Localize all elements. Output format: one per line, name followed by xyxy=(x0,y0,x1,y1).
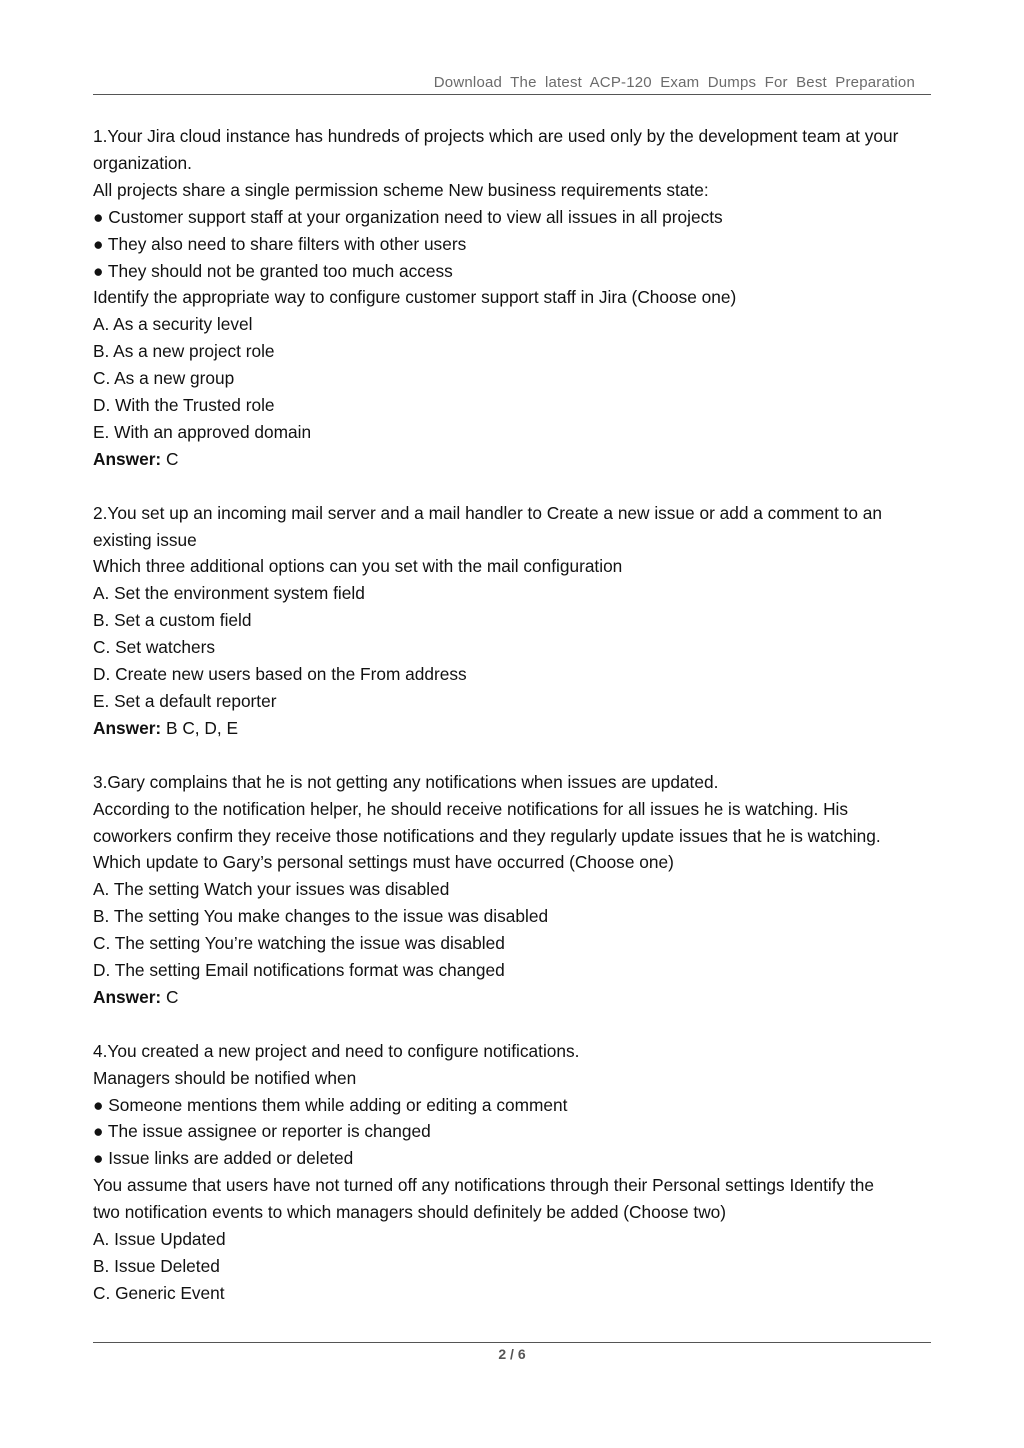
question-1-context: All projects share a single permission scheme New business requirements state: xyxy=(93,179,709,200)
question-3-option-b: B. The setting You make changes to the issue was disabled xyxy=(93,906,549,927)
question-3-prompt: Which update to Gary’s personal settings must have occurred (Choose one) xyxy=(93,852,674,873)
question-2-option-a: A. Set the environment system field xyxy=(93,583,365,604)
question-block-1 xyxy=(93,123,933,473)
question-1-option-d: D. With the Trusted role xyxy=(93,395,275,416)
question-block-4 xyxy=(93,1038,933,1307)
question-1-option-a: A. As a security level xyxy=(93,314,253,335)
question-4-option-c: C. Generic Event xyxy=(93,1282,225,1303)
answer-label: Answer: xyxy=(93,986,162,1007)
question-1-prompt: Identify the appropriate way to configure customer support staff in Jira (Choose one) xyxy=(93,287,737,308)
answer-value: C xyxy=(161,986,179,1007)
question-4-option-b: B. Issue Deleted xyxy=(93,1256,220,1277)
question-1-stem-continued: organization. xyxy=(93,152,192,173)
question-1-bullet: ● Customer support staff at your organization need to view all issues in all projects xyxy=(93,206,723,227)
question-1-answer xyxy=(93,446,933,473)
question-1-stem: 1.Your Jira cloud instance has hundreds of projects which are used only by the development team at your xyxy=(93,126,899,146)
question-2-option-d: D. Create new users based on the From address xyxy=(93,664,467,685)
question-block-3 xyxy=(93,769,933,1011)
page-number: 2 / 6 xyxy=(498,1346,526,1362)
page-header xyxy=(93,72,931,95)
question-4-stem: 4.You created a new project and need to configure notifications. xyxy=(93,1040,580,1061)
question-4-prompt-continued: two notification events to which managers should definitely be added (Choose two) xyxy=(93,1202,727,1223)
question-2-stem: 2.You set up an incoming mail server and a mail handler to Create a new issue or add a comment to an xyxy=(93,502,882,523)
question-1-bullet: ● They should not be granted too much access xyxy=(93,260,453,281)
question-1-option-e: E. With an approved domain xyxy=(93,421,312,442)
question-4-context: Managers should be notified when xyxy=(93,1067,357,1088)
question-1-option-c: C. As a new group xyxy=(93,368,235,389)
header-title: Download The latest ACP-120 Exam Dumps For Best Preparation xyxy=(433,74,915,91)
answer-label: Answer: xyxy=(93,448,162,469)
answer-label: Answer: xyxy=(93,717,162,738)
question-4-bullet: ● Someone mentions them while adding or editing a comment xyxy=(93,1094,568,1115)
question-block-2 xyxy=(93,500,933,742)
question-2-answer xyxy=(93,715,933,742)
question-3-answer xyxy=(93,984,933,1011)
question-2-stem-continued: existing issue xyxy=(93,529,197,550)
question-1-bullet: ● They also need to share filters with other users xyxy=(93,233,467,254)
question-4-prompt: You assume that users have not turned off any notifications through their Personal settings Identify the xyxy=(93,1175,875,1196)
question-1-option-b: B. As a new project role xyxy=(93,341,275,362)
answer-value: B C, D, E xyxy=(161,717,239,738)
spacer xyxy=(93,742,933,769)
spacer xyxy=(93,473,933,500)
question-4-bullet: ● The issue assignee or reporter is changed xyxy=(93,1121,431,1142)
question-4-option-a: A. Issue Updated xyxy=(93,1229,226,1250)
question-3-option-d: D. The setting Email notifications format was changed xyxy=(93,960,505,981)
document-body xyxy=(93,123,933,1307)
spacer xyxy=(93,1011,933,1038)
question-2-option-c: C. Set watchers xyxy=(93,637,215,658)
question-3-context: According to the notification helper, he should receive notifications for all issues he is watching. His xyxy=(93,798,849,819)
footer-divider xyxy=(93,1342,931,1343)
question-4-bullet: ● Issue links are added or deleted xyxy=(93,1148,354,1169)
question-3-context-continued: coworkers confirm they receive those notifications and they regularly update issues that he is watching. xyxy=(93,825,881,846)
question-3-stem: 3.Gary complains that he is not getting any notifications when issues are updated. xyxy=(93,771,719,792)
question-3-option-c: C. The setting You’re watching the issue was disabled xyxy=(93,933,505,954)
question-3-option-a: A. The setting Watch your issues was disabled xyxy=(93,879,450,900)
question-2-option-e: E. Set a default reporter xyxy=(93,691,277,712)
question-2-prompt: Which three additional options can you set with the mail configuration xyxy=(93,556,623,577)
answer-value: C xyxy=(161,448,179,469)
question-2-option-b: B. Set a custom field xyxy=(93,610,252,631)
